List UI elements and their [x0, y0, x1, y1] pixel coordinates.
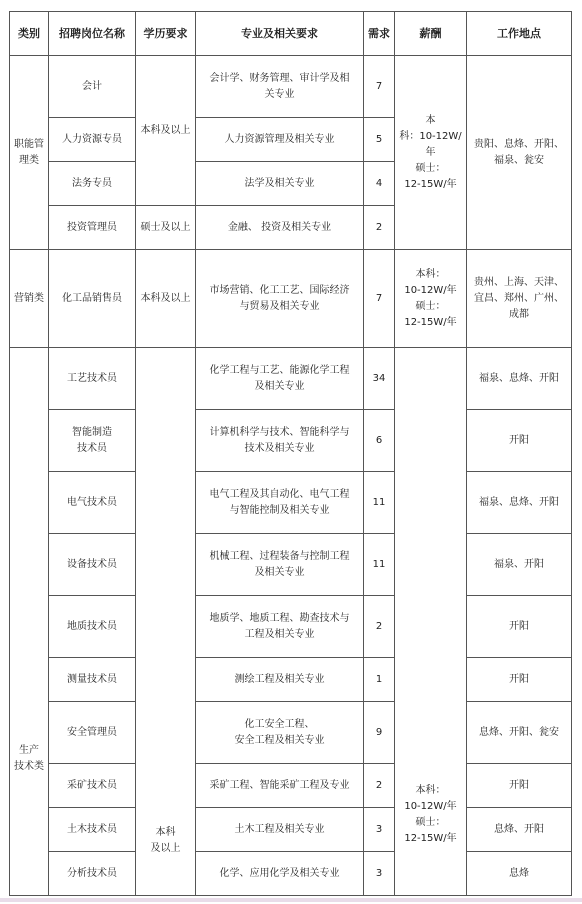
salary-cell: 本 科：10-12W/ 年 硕士： 12-15W/年 — [395, 56, 467, 250]
education-cell: 本科 及以上 — [136, 348, 196, 896]
major-cell: 市场营销、化工工艺、国际经济 与贸易及相关专业 — [196, 250, 364, 348]
demand-cell: 9 — [364, 702, 395, 764]
major-cell: 化学、应用化学及相关专业 — [196, 852, 364, 896]
location-cell: 福泉、开阳 — [467, 534, 572, 596]
demand-cell: 34 — [364, 348, 395, 410]
location-cell: 福泉、息烽、开阳 — [467, 348, 572, 410]
location-cell: 福泉、息烽、开阳 — [467, 472, 572, 534]
education-cell: 本科及以上 — [136, 250, 196, 348]
category-cell: 职能管 理类 — [10, 56, 49, 250]
demand-cell: 6 — [364, 410, 395, 472]
position-cell: 投资管理员 — [49, 206, 136, 250]
position-cell: 地质技术员 — [49, 596, 136, 658]
demand-cell: 7 — [364, 250, 395, 348]
major-cell: 人力资源管理及相关专业 — [196, 118, 364, 162]
major-cell: 机械工程、过程装备与控制工程 及相关专业 — [196, 534, 364, 596]
education-cell: 本科及以上 — [136, 56, 196, 206]
major-cell: 会计学、财务管理、审计学及相 关专业 — [196, 56, 364, 118]
position-cell: 安全管理员 — [49, 702, 136, 764]
position-cell: 人力资源专员 — [49, 118, 136, 162]
table-row — [10, 658, 572, 702]
location-cell: 开阳 — [467, 596, 572, 658]
major-cell: 电气工程及其自动化、电气工程 与智能控制及相关专业 — [196, 472, 364, 534]
header-row — [10, 12, 572, 56]
category-cell: 生产 技术类 — [10, 348, 49, 896]
table-row — [10, 472, 572, 534]
position-cell: 设备技术员 — [49, 534, 136, 596]
demand-cell: 2 — [364, 596, 395, 658]
major-cell: 法学及相关专业 — [196, 162, 364, 206]
location-cell: 贵州、上海、天津、 宜昌、郑州、广州、 成都 — [467, 250, 572, 348]
header-education: 学历要求 — [136, 12, 196, 56]
demand-cell: 11 — [364, 534, 395, 596]
header-salary: 薪酬 — [395, 12, 467, 56]
salary-cell: 本科： 10-12W/年 硕士： 12-15W/年 — [395, 250, 467, 348]
header-demand: 需求 — [364, 12, 395, 56]
table-row — [10, 348, 572, 410]
demand-cell: 2 — [364, 206, 395, 250]
position-cell: 工艺技术员 — [49, 348, 136, 410]
location-cell: 开阳 — [467, 410, 572, 472]
location-cell: 开阳 — [467, 764, 572, 808]
demand-cell: 1 — [364, 658, 395, 702]
demand-cell: 2 — [364, 764, 395, 808]
demand-cell: 7 — [364, 56, 395, 118]
table-row — [10, 808, 572, 852]
table-row — [10, 702, 572, 764]
location-cell: 息烽、开阳、瓮安 — [467, 702, 572, 764]
category-cell: 营销类 — [10, 250, 49, 348]
header-position: 招聘岗位名称 — [49, 12, 136, 56]
major-cell: 测绘工程及相关专业 — [196, 658, 364, 702]
major-cell: 土木工程及相关专业 — [196, 808, 364, 852]
table-row — [10, 410, 572, 472]
position-cell: 分析技术员 — [49, 852, 136, 896]
demand-cell: 3 — [364, 852, 395, 896]
salary-cell: 本科： 10-12W/年 硕士： 12-15W/年 — [395, 348, 467, 896]
location-cell: 开阳 — [467, 658, 572, 702]
table-row — [10, 56, 572, 118]
major-cell: 金融、 投资及相关专业 — [196, 206, 364, 250]
table-row — [10, 852, 572, 896]
header-major: 专业及相关要求 — [196, 12, 364, 56]
major-cell: 采矿工程、智能采矿工程及专业 — [196, 764, 364, 808]
major-cell: 地质学、地质工程、勘查技术与 工程及相关专业 — [196, 596, 364, 658]
page-bottom-bar — [0, 898, 582, 902]
table-row — [10, 764, 572, 808]
recruitment-table — [9, 11, 572, 896]
position-cell: 测量技术员 — [49, 658, 136, 702]
table-row — [10, 534, 572, 596]
recruitment-table-container — [9, 11, 571, 904]
position-cell: 智能制造 技术员 — [49, 410, 136, 472]
position-cell: 电气技术员 — [49, 472, 136, 534]
position-cell: 化工品销售员 — [49, 250, 136, 348]
demand-cell: 4 — [364, 162, 395, 206]
header-location: 工作地点 — [467, 12, 572, 56]
table-row — [10, 250, 572, 348]
major-cell: 化学工程与工艺、能源化学工程 及相关专业 — [196, 348, 364, 410]
location-cell: 息烽、开阳 — [467, 808, 572, 852]
table-row — [10, 596, 572, 658]
position-cell: 会计 — [49, 56, 136, 118]
position-cell: 法务专员 — [49, 162, 136, 206]
demand-cell: 11 — [364, 472, 395, 534]
demand-cell: 3 — [364, 808, 395, 852]
location-cell: 贵阳、息烽、开阳、 福泉、瓮安 — [467, 56, 572, 250]
demand-cell: 5 — [364, 118, 395, 162]
major-cell: 计算机科学与技术、智能科学与 技术及相关专业 — [196, 410, 364, 472]
position-cell: 采矿技术员 — [49, 764, 136, 808]
header-category: 类别 — [10, 12, 49, 56]
major-cell: 化工安全工程、 安全工程及相关专业 — [196, 702, 364, 764]
position-cell: 土木技术员 — [49, 808, 136, 852]
location-cell: 息烽 — [467, 852, 572, 896]
education-cell: 硕士及以上 — [136, 206, 196, 250]
